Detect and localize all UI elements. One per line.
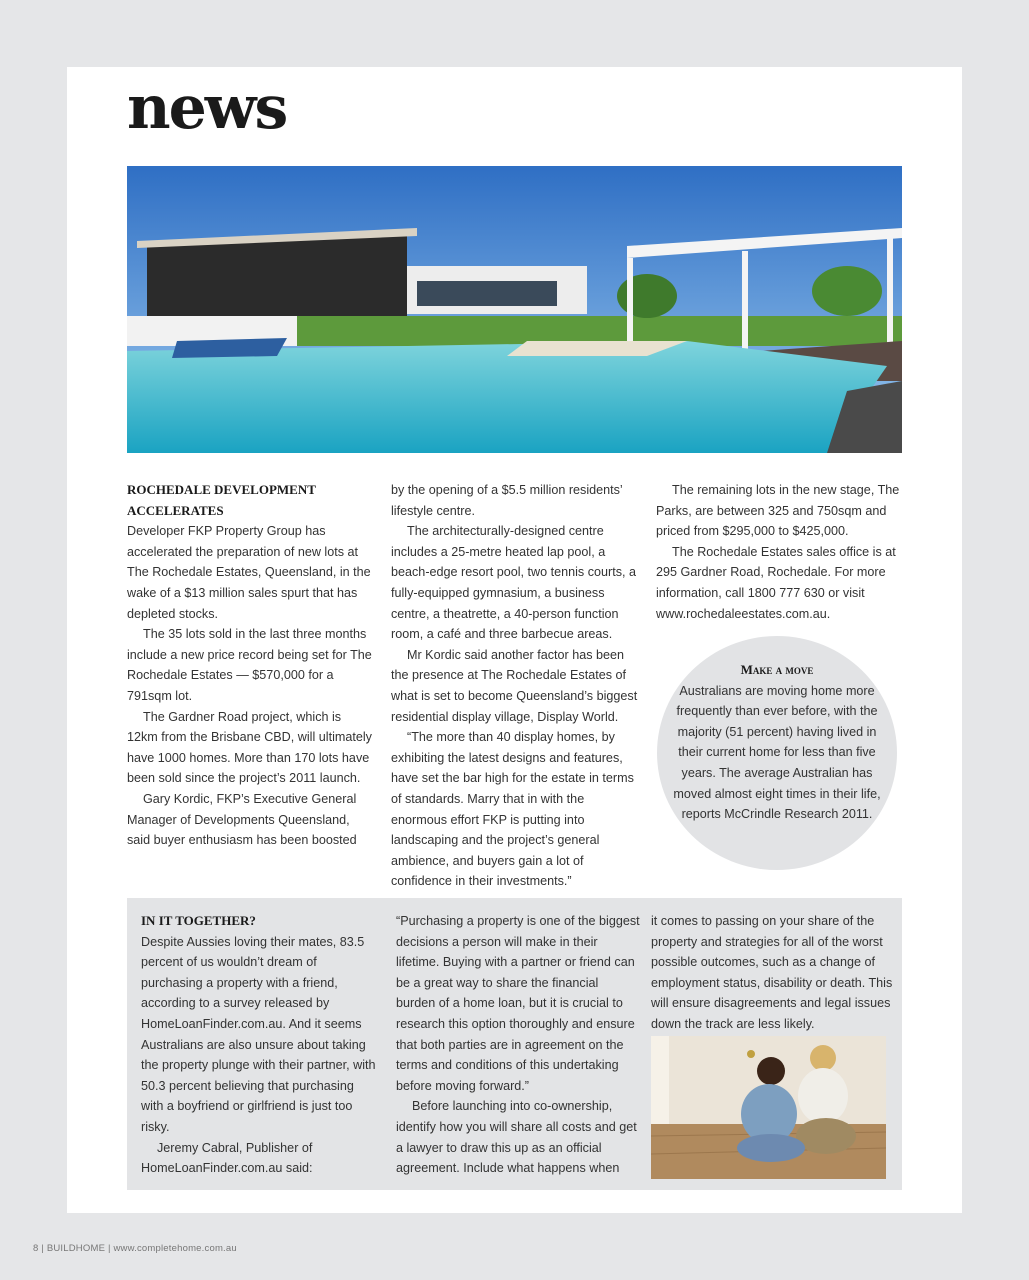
box-column-3 — [651, 911, 896, 1035]
article-paragraph: Gary Kordic, FKP’s Executive General Manager of Developments Queensland, said buyer enthusiasm has been boosted — [127, 791, 357, 848]
box-paragraph: it comes to passing on your share of the property and strategies for all of the worst possible outcomes, such as a change of employment status, disability or death. This will ensure disagreements and legal issues down the track are less likely. — [651, 914, 893, 1031]
article-paragraph: The architecturally-designed centre includes a 25-metre heated lap pool, a beach-edge resort pool, two tennis courts, a fully-equipped gymnasium, a business centre, a theatrette, a 40-person function room, a café and three barbecue areas. — [391, 524, 637, 642]
callout-heading: Make a move — [740, 662, 814, 677]
page-footer: 8 | BUILDHOME | www.completehome.com.au — [33, 1243, 237, 1254]
article-paragraph: The Gardner Road project, which is 12km from the Brisbane CBD, will ultimately have 1000 homes. More than 170 lots have been sold since the project’s 2011 launch. — [127, 709, 372, 786]
box-paragraph: Despite Aussies loving their mates, 83.5 percent of us wouldn’t dream of purchasing a property with a friend, according to a survey released by HomeLoanFinder.com.au. And it seems Australians are also unsure about taking the property plunge with their partner, with 50.3 percent believing that purchasing with a boyfriend or girlfriend is just too risky. — [141, 934, 376, 1134]
article-paragraph: by the opening of a $5.5 million residents’ lifestyle centre. — [391, 483, 623, 518]
box-heading: IN IT TOGETHER? — [141, 913, 256, 928]
section-title: news — [127, 73, 287, 143]
article-paragraph: The Rochedale Estates sales office is at 295 Gardner Road, Rochedale. For more information, call 1800 777 630 or visit www.rochedaleestates.com.au. — [656, 544, 896, 621]
box-paragraph: Jeremy Cabral, Publisher of HomeLoanFinder.com.au said: — [141, 1140, 313, 1176]
callout-body: Australians are moving home more frequently than ever before, with the majority (51 percent) having lived in their current home for less than five years. The average Australian has moved almost eight times in their life, reports McCrindle Research 2011. — [673, 683, 881, 822]
article-paragraph: Mr Kordic said another factor has been the presence at The Rochedale Estates of what is set to become Queensland’s biggest residential display village, Display World. — [391, 647, 638, 724]
resort-pool-photo-icon — [127, 166, 902, 453]
box-paragraph: “Purchasing a property is one of the biggest decisions a person will make in their lifetime. Buying with a partner or friend can be a great way to share the financial burden of a home loan, but it is crucial to research this option thoroughly and ensure that both parties are in agreement on the terms and conditions of this undertaking before moving forward.” — [396, 914, 640, 1093]
box-paragraph: Before launching into co-ownership, identify how you will share all costs and get a lawyer to draw this up as an official agreement. Include what happens when — [396, 1099, 637, 1176]
couple-with-keys-photo-icon — [651, 1036, 886, 1179]
article-column-1 — [127, 480, 375, 851]
article-paragraph: The remaining lots in the new stage, The Parks, are between 325 and 750sqm and priced from $295,000 to $425,000. — [656, 483, 900, 539]
hero-photo — [127, 166, 902, 453]
couple-photo — [651, 1036, 886, 1179]
article-paragraph: “The more than 40 display homes, by exhibiting the latest designs and features, have set the bar high for the estate in terms of standards. Marry that in with the enormous effort FKP is putting into landscaping and the project’s general ambience, and buyers gain a lot of confidence in their investments.” — [391, 730, 634, 889]
article-paragraph: Developer FKP Property Group has accelerated the preparation of new lots at The Rochedale Estates, Queensland, in the wake of a $13 million sales spurt that has depleted stocks. — [127, 524, 371, 621]
callout — [670, 660, 884, 825]
box-column-1 — [141, 911, 379, 1179]
article-column-2 — [391, 480, 641, 892]
article-paragraph: The 35 lots sold in the last three months include a new price record being set for The Rochedale Estates — $570,000 for a 791sqm lot. — [127, 627, 372, 703]
box-column-2 — [396, 911, 641, 1179]
article-column-3 — [656, 480, 901, 624]
article-heading: ROCHEDALE DEVELOPMENT ACCELERATES — [127, 482, 316, 518]
